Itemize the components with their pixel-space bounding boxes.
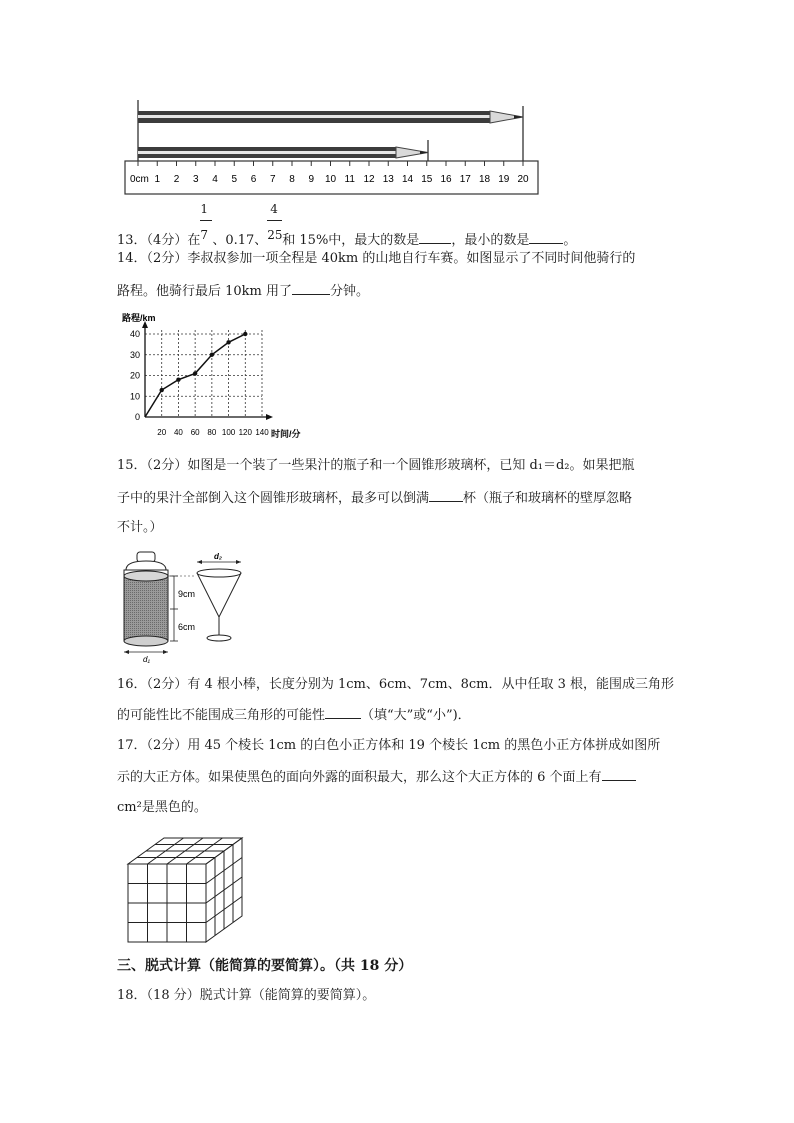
question-17-line2: 示的大正方体。如果使黑色的面向外露的面积最大，那么这个大正方体的 6 个面上有 bbox=[117, 768, 636, 787]
chart-x-tick-label: 80 bbox=[207, 428, 217, 437]
diameter-label-d1: d₁ bbox=[143, 655, 150, 663]
answer-blank-minutes[interactable] bbox=[292, 282, 330, 295]
ruler-label: 20 bbox=[517, 174, 529, 185]
answer-blank-cups[interactable] bbox=[429, 489, 463, 502]
chart-data-point bbox=[176, 377, 180, 381]
answer-blank-area[interactable] bbox=[602, 768, 636, 781]
chart-y-tick-label: 40 bbox=[129, 329, 140, 339]
chart-x-arrow bbox=[266, 414, 273, 420]
chart-x-tick-label: 120 bbox=[238, 428, 252, 437]
conical-glass bbox=[197, 569, 241, 641]
answer-blank-bigger-smaller[interactable] bbox=[325, 706, 361, 719]
chart-data-point bbox=[243, 332, 247, 336]
ruler-label: 17 bbox=[459, 174, 471, 185]
question-17-line1: 17．（2分）用 45 个棱长 1cm 的白色小正方体和 19 个棱长 1cm 的黑色小正方体拼成如图所 bbox=[117, 738, 661, 753]
ruler-label: 1 bbox=[154, 174, 161, 185]
chart-x-tick-label: 100 bbox=[221, 428, 236, 437]
chart-ylabel: 路程/km bbox=[122, 313, 156, 323]
bottle-and-cone-figure bbox=[118, 548, 258, 663]
chart-y-tick-label: 20 bbox=[129, 370, 140, 381]
ruler-label: 7 bbox=[269, 174, 276, 185]
answer-blank-smallest[interactable] bbox=[529, 231, 563, 244]
ruler-label: 10 bbox=[324, 174, 337, 185]
short-pencil bbox=[138, 147, 428, 158]
chart-x-tick-label: 140 bbox=[255, 428, 269, 437]
ruler-label: 11 bbox=[344, 174, 355, 185]
chart-xlabel: 时间/分 bbox=[271, 429, 301, 439]
height-label-9cm: 9cm bbox=[178, 589, 196, 599]
large-cube-figure bbox=[124, 835, 246, 945]
chart-y-tick-label: 10 bbox=[129, 391, 140, 402]
question-15-line3: 不计。） bbox=[117, 520, 163, 535]
ruler-label: 13 bbox=[382, 174, 394, 185]
ruler-label: 14 bbox=[401, 174, 414, 185]
fraction-four-twentyfifths: $\frac{4}{25}$ bbox=[267, 202, 283, 242]
question-13: 13．（4分）在 $\frac{1}{7}$ 、0.17、 $\frac{4}{25}$ 和 15%中，最大的数是 ，最小的数是 。 bbox=[117, 202, 577, 248]
ruler-label: 5 bbox=[231, 174, 238, 185]
question-15-line1: 15．（2分）如图是一个装了一些果汁的瓶子和一个圆锥形玻璃杯，已知 d₁＝d₂。如果把瓶 bbox=[117, 458, 635, 473]
ruler-label: 16 bbox=[440, 174, 452, 185]
bottle bbox=[124, 552, 168, 646]
ruler-label: 2 bbox=[173, 174, 180, 185]
ruler-label: 19 bbox=[498, 174, 510, 185]
chart-x-tick-label: 60 bbox=[190, 428, 200, 437]
long-pencil bbox=[138, 111, 523, 123]
question-14-line2: 路程。他骑行最后 10km 用了 分钟。 bbox=[117, 284, 370, 299]
fraction-one-seventh: $\frac{1}{7}$ bbox=[200, 226, 212, 244]
ruler-label: 4 bbox=[212, 174, 218, 185]
chart-data-point bbox=[226, 340, 230, 344]
section-3-title: 三、脱式计算（能简算的要简算）。（共 18 分） bbox=[117, 958, 413, 974]
answer-blank-largest[interactable] bbox=[419, 231, 451, 244]
chart-y-tick-label: 30 bbox=[129, 349, 140, 360]
ruler-label: 18 bbox=[478, 174, 491, 185]
question-16-line2: 的可能性比不能围成三角形的可能性 （填“大”或“小”)． bbox=[117, 708, 471, 723]
question-14-line1: 14．（2分）李叔叔参加一项全程是 40km 的山地自行车赛。如图显示了不同时间他骑行的 bbox=[117, 251, 636, 266]
height-label-6cm: 6cm bbox=[178, 622, 196, 632]
chart-x-tick-label: 20 bbox=[157, 428, 167, 437]
chart-data-point bbox=[210, 353, 214, 357]
diameter-label-d2: d₂ bbox=[214, 552, 222, 561]
ruler-label: 6 bbox=[250, 174, 257, 185]
chart-y-tick-label: 0 bbox=[134, 412, 140, 422]
ruler-label: 8 bbox=[289, 174, 295, 185]
ruler-label: 12 bbox=[363, 174, 375, 185]
chart-grid bbox=[145, 330, 262, 417]
question-16-line1: 16．（2分）有 4 根小棒，长度分别为 1cm、6cm、7cm、8cm．从中任取 3 根，能围成三角形 bbox=[117, 677, 675, 692]
chart-data-point bbox=[193, 371, 197, 375]
chart-x-tick-label: 40 bbox=[173, 428, 183, 437]
distance-time-chart bbox=[118, 308, 318, 443]
question-17-line3: cm²是黑色的。 bbox=[117, 800, 207, 815]
ruler-label: 9 bbox=[308, 174, 315, 185]
question-18: 18．（18 分）脱式计算（能简算的要简算）。 bbox=[117, 988, 376, 1003]
ruler-label: 3 bbox=[192, 174, 199, 185]
question-15-line2: 子中的果汁全部倒入这个圆锥形玻璃杯，最多可以倒满 杯（瓶子和玻璃杯的壁厚忽略 bbox=[117, 491, 633, 506]
chart-data-point bbox=[160, 388, 164, 392]
ruler-pencils-figure bbox=[124, 100, 540, 196]
ruler-label: 15 bbox=[421, 174, 433, 185]
ruler-label: 0cm bbox=[130, 174, 149, 185]
